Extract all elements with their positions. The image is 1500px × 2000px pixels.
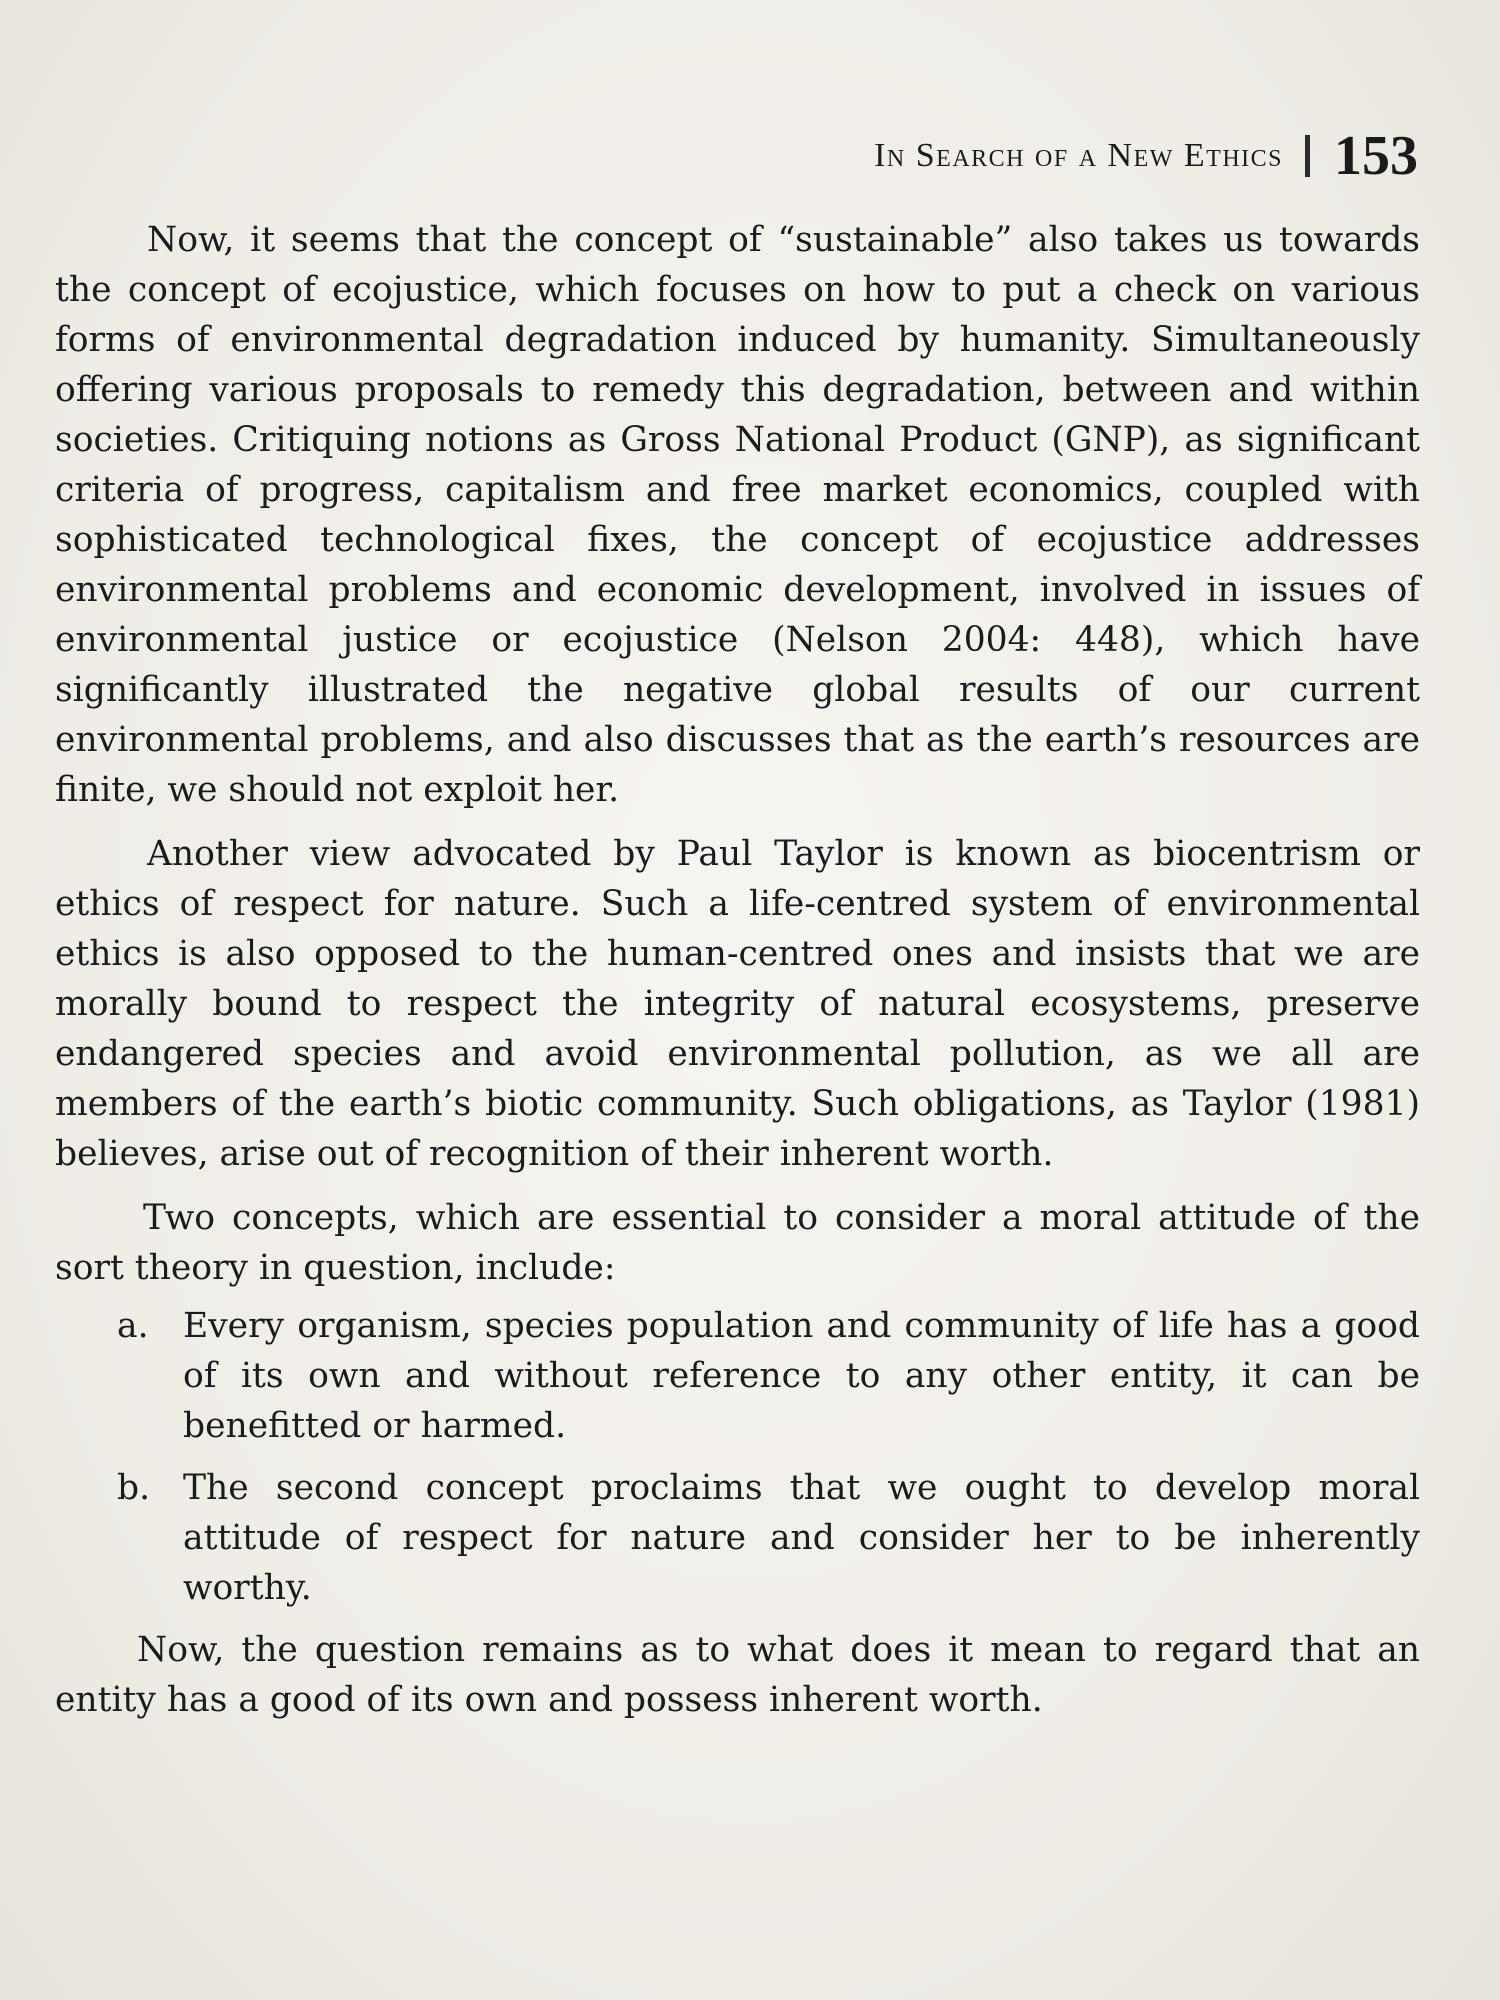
list-item-text: Every organism, species population and community of life has a good of its own and without reference to any other entity, it can be benefitted or harmed. xyxy=(183,1306,1420,1446)
list-item-text: The second concept proclaims that we ought to develop moral attitude of respect for nature and consider her to be inherently worthy. xyxy=(183,1468,1420,1608)
list-marker: a. xyxy=(117,1306,149,1346)
list-item xyxy=(55,1301,1420,1451)
page-number: 153 xyxy=(1334,125,1418,187)
concepts-list xyxy=(55,1301,1420,1613)
running-head xyxy=(874,125,1418,187)
list-marker: b. xyxy=(117,1468,151,1508)
body-text xyxy=(55,215,1420,1725)
list-item xyxy=(55,1463,1420,1613)
running-head-title: In Search of a New Ethics xyxy=(874,137,1283,174)
running-head-separator xyxy=(1305,135,1310,177)
paragraph-two-concepts: Two concepts, which are essential to consider a moral attitude of the sort theory in question, include: xyxy=(55,1198,1420,1288)
paragraph-ecojustice: Now, it seems that the concept of “sustainable” also takes us towards the concept of ecojustice, which focuses on how to put a check on various forms of environmental degradation induced by humanity. Simultaneously offering various proposals to remedy this degradation, between and within societies. Critiquing notions as Gross National Product (GNP), as significant criteria of progress, capitalism and free market economics, coupled with sophisticated technological fixes, the concept of ecojustice addresses environmental problems and economic development, involved in issues of environmental justice or ecojustice (Nelson 2004: 448), which have significantly illustrated the negative global results of our current environmental problems, and also discusses that as the earth’s resources are finite, we should not exploit her. xyxy=(55,220,1420,810)
paragraph-closing-question: Now, the question remains as to what does it mean to regard that an entity has a good of its own and possess inherent worth. xyxy=(55,1630,1420,1720)
paragraph-biocentrism: Another view advocated by Paul Taylor is known as biocentrism or ethics of respect for nature. Such a life-centred system of environmental ethics is also opposed to the human-centred ones and insists that we are morally bound to respect the integrity of natural ecosystems, preserve endangered species and avoid environmental pollution, as we all are members of the earth’s biotic community. Such obligations, as Taylor (1981) believes, arise out of recognition of their inherent worth. xyxy=(55,834,1420,1174)
